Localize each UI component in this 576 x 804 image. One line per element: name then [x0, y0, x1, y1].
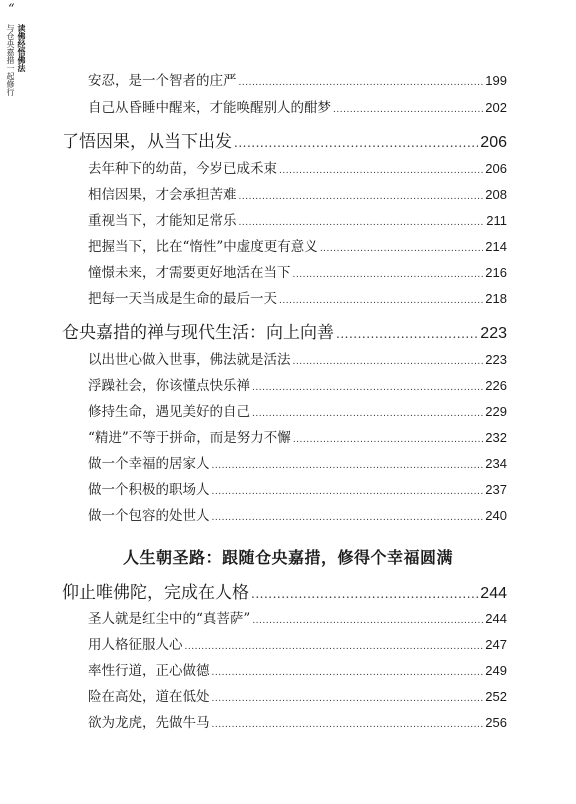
leader-dots	[336, 327, 478, 341]
leader-dots	[239, 192, 484, 202]
leader-dots	[212, 487, 484, 497]
toc-entry	[88, 96, 507, 122]
toc-entry	[88, 69, 507, 95]
chapter-title: 仰止唯佛陀，完成在人格	[62, 583, 249, 603]
chapter-page: 206	[480, 134, 507, 151]
part-heading: 人生朝圣路：跟随仓央嘉措，修得个幸福圆满	[122, 548, 453, 567]
entry-page: 208	[485, 187, 507, 202]
toc-chapter	[62, 578, 507, 606]
entry-title: 做一个积极的职场人	[88, 482, 210, 498]
leader-dots	[293, 357, 484, 367]
entry-page: 232	[485, 430, 507, 445]
leader-dots	[239, 218, 485, 228]
toc-entry	[88, 633, 507, 659]
entry-title: 做一个包容的处世人	[88, 508, 210, 524]
toc-entry	[88, 157, 507, 183]
entry-title: 去年种下的幼苗，今岁已成禾束	[88, 161, 277, 177]
entry-title: 率性行道，正心做德	[88, 663, 210, 679]
leader-dots	[293, 270, 484, 280]
entry-page: 249	[485, 663, 507, 678]
leader-dots	[212, 668, 484, 678]
chapter-page: 244	[480, 585, 507, 602]
entry-page: 216	[485, 265, 507, 280]
toc-entry	[88, 711, 507, 737]
leader-dots	[212, 694, 484, 704]
leader-dots	[252, 616, 483, 626]
entry-page: 256	[485, 715, 507, 730]
entry-page: 206	[485, 161, 507, 176]
entry-title: 憧憬未来，才需要更好地活在当下	[88, 265, 291, 281]
entry-title: 做一个幸福的居家人	[88, 456, 210, 472]
leader-dots	[212, 720, 484, 730]
chapter-title: 仓央嘉措的禅与现代生活：向上向善	[62, 323, 334, 343]
entry-title: 安忍，是一个智者的庄严	[88, 73, 237, 89]
leader-dots	[279, 296, 483, 306]
toc-chapter	[62, 318, 507, 346]
entry-page: 240	[485, 508, 507, 523]
entry-page: 226	[485, 378, 507, 393]
entry-title: 圣人就是红尘中的“真菩萨”	[88, 611, 251, 627]
entry-page: 244	[485, 611, 507, 626]
leader-dots	[185, 642, 484, 652]
toc-entry	[88, 287, 507, 313]
toc-entry	[88, 374, 507, 400]
entry-page: 237	[485, 482, 507, 497]
entry-page: 247	[485, 637, 507, 652]
book-header	[2, 2, 32, 112]
entry-page: 229	[485, 404, 507, 419]
leader-dots	[234, 136, 478, 150]
entry-title: 修持生命，遇见美好的自己	[88, 404, 250, 420]
toc-entry	[88, 426, 507, 452]
toc-entry	[88, 235, 507, 261]
entry-page: 234	[485, 456, 507, 471]
leader-dots	[279, 166, 483, 176]
entry-page: 218	[485, 291, 507, 306]
entry-page: 211	[486, 213, 507, 228]
leader-dots	[252, 383, 483, 393]
entry-title: 把每一天当成是生命的最后一天	[88, 291, 277, 307]
entry-title: 相信因果，才会承担苦难	[88, 187, 237, 203]
entry-title: 重视当下，才能知足常乐	[88, 213, 237, 229]
leader-dots	[212, 513, 484, 523]
toc-entry	[88, 452, 507, 478]
toc-entry	[88, 504, 507, 530]
entry-title: “精进”不等于拼命，而是努力不懈	[88, 430, 291, 446]
leader-dots	[333, 105, 483, 115]
header-title: 读佛经悟佛法	[17, 24, 26, 72]
leader-dots	[252, 409, 483, 419]
leader-dots	[251, 587, 478, 601]
toc-entry	[88, 348, 507, 374]
toc-entry	[88, 261, 507, 287]
toc-entry	[88, 478, 507, 504]
toc-entry	[88, 607, 507, 633]
entry-title: 险在高处，道在低处	[88, 689, 210, 705]
entry-page: 223	[485, 352, 507, 367]
toc-entry	[88, 183, 507, 209]
entry-title: 浮躁社会，你该懂点快乐禅	[88, 378, 250, 394]
entry-page: 214	[485, 239, 507, 254]
entry-page: 199	[485, 73, 507, 88]
entry-title: 以出世心做入世事，佛法就是活法	[88, 352, 291, 368]
toc-entry	[88, 400, 507, 426]
entry-title: 自己从昏睡中醒来，才能唤醒别人的酣梦	[88, 100, 331, 116]
header-mark: “	[8, 2, 15, 17]
header-subtitle: 与仓央嘉措一起修行	[6, 24, 15, 96]
toc-entry	[88, 659, 507, 685]
chapter-page: 223	[480, 325, 507, 342]
leader-dots	[239, 78, 484, 88]
toc-entry	[88, 209, 507, 235]
toc-chapter	[62, 127, 507, 155]
entry-title: 欲为龙虎，先做牛马	[88, 715, 210, 731]
entry-title: 用人格征服人心	[88, 637, 183, 653]
entry-page: 252	[485, 689, 507, 704]
toc-entry	[88, 685, 507, 711]
leader-dots	[212, 461, 484, 471]
leader-dots	[320, 244, 483, 254]
chapter-title: 了悟因果，从当下出发	[62, 132, 232, 152]
entry-page: 202	[485, 100, 507, 115]
entry-title: 把握当下，比在“惰性”中虚度更有意义	[88, 239, 318, 255]
leader-dots	[293, 435, 483, 445]
